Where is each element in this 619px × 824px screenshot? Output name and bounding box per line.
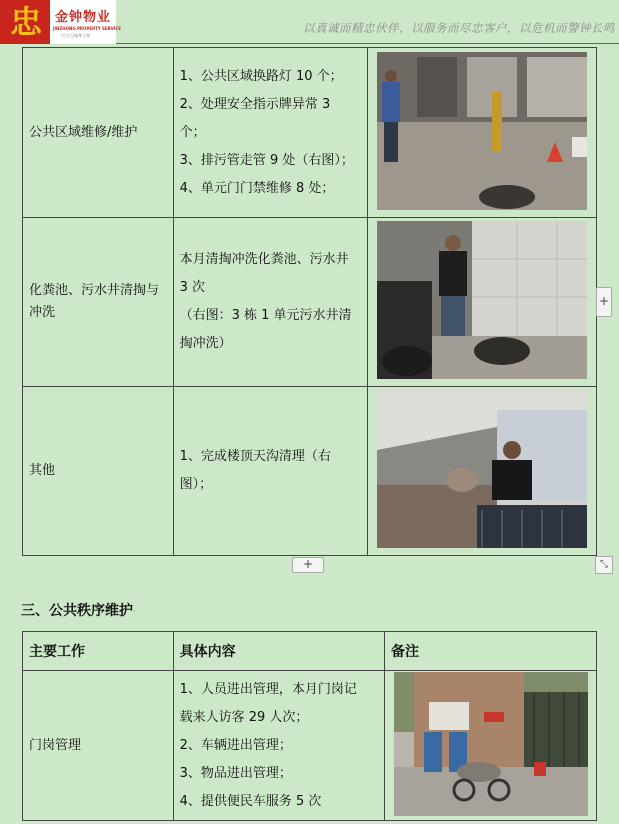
logo-tagline: 一百万目诚身立命	[58, 33, 90, 38]
photo-sewer-cleaning	[377, 221, 587, 379]
section-heading	[21, 600, 136, 620]
row-content: 本月清掏冲洗化粪池、污水井 3 次 （右图：3 栋 1 单元污水井清 掏冲洗）	[173, 218, 367, 387]
add-column-button[interactable]: +	[596, 287, 612, 317]
column-header: 主要工作	[23, 632, 174, 671]
table-row	[23, 48, 597, 218]
photo-street-repair	[377, 52, 587, 210]
row-title: 门岗管理	[23, 671, 174, 821]
row-photo-cell	[368, 218, 597, 387]
row-title: 其他	[23, 387, 174, 556]
table-header-row	[23, 632, 597, 671]
photo-roof-gutter	[377, 390, 587, 548]
logo-mark: 忠	[9, 3, 42, 41]
row-photo-cell	[368, 387, 597, 556]
add-row-button[interactable]: +	[292, 557, 324, 573]
section-heading-text: 三、公共秩序维护	[21, 603, 133, 619]
order-table	[22, 631, 597, 821]
logo-english-name: JINZHONG PROPERTY SERVICE	[53, 26, 121, 31]
table-resize-handle[interactable]: ⤡	[595, 556, 613, 574]
row-content: 1、人员进出管理，本月门岗记 载来人访客 29 人次； 2、车辆进出管理； 3、物品进出管理； 4、提供便民车服务 5 次	[173, 671, 384, 821]
header-slogan: 以真诚而精忠伙伴，以服务而尽忠客户，以危机而警钟长鸣	[303, 21, 615, 35]
column-header: 具体内容	[173, 632, 384, 671]
row-content: 1、公共区域换路灯 10 个； 2、处理安全指示牌异常 3 个； 3、排污管走管 9 处（右图）； 4、单元门门禁维修 8 处；	[173, 48, 367, 218]
page-header	[0, 0, 619, 44]
table-row	[23, 671, 597, 821]
table-row	[23, 218, 597, 387]
header-divider	[116, 43, 619, 44]
photo-gate-service	[394, 672, 588, 816]
logo-company-name: 金钟物业	[55, 10, 112, 25]
row-title: 化粪池、污水井清掏与 冲洗	[23, 218, 174, 387]
table-row	[23, 387, 597, 556]
row-photo-cell	[385, 671, 597, 821]
paragraph-mark: ·	[133, 607, 137, 618]
maintenance-table	[22, 47, 597, 556]
row-content: 1、完成楼顶天沟清理（右 图）；	[173, 387, 367, 556]
logo	[0, 0, 50, 44]
row-photo-cell	[368, 48, 597, 218]
column-header: 备注	[385, 632, 597, 671]
row-title: 公共区域维修/维护	[23, 48, 174, 218]
